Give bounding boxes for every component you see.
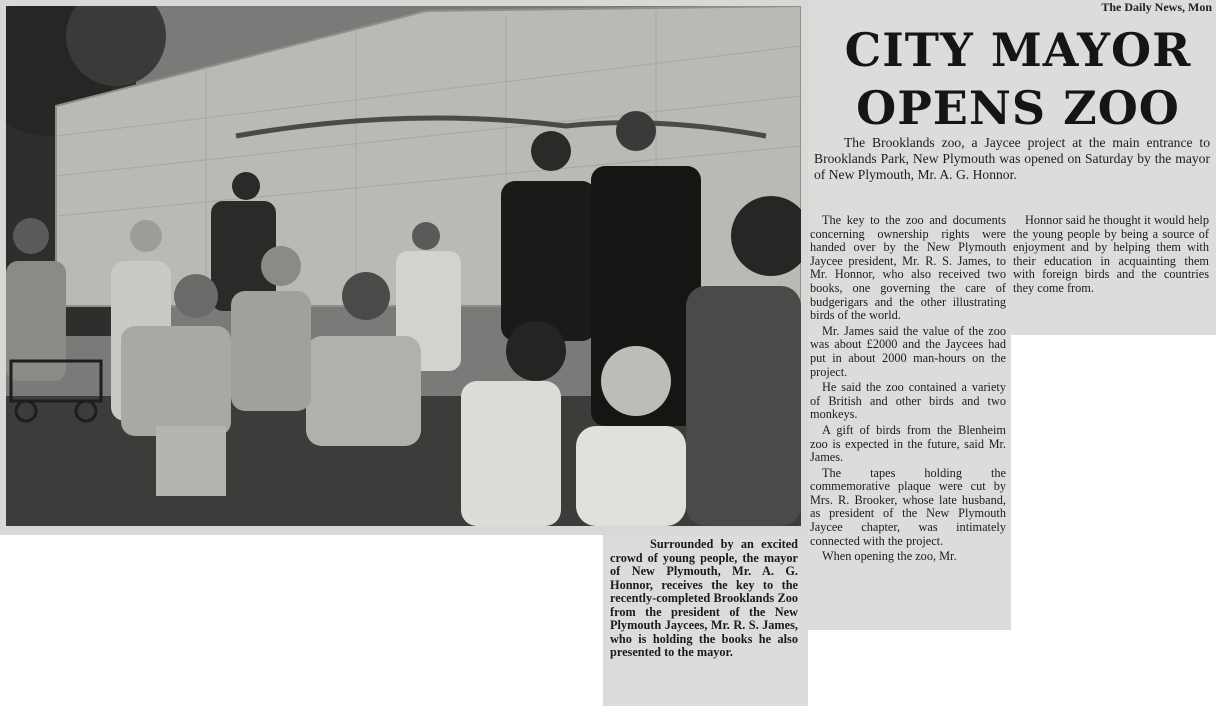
news-photo xyxy=(6,6,801,526)
photo-caption: Surrounded by an excited crowd of young people, the mayor of New Plymouth, Mr. A. G. Honnor, receives the key to the recently-completed Brooklands Zoo from the president of the New Plymouth Jaycees, Mr. R. S. James, who is holding the books he also presented to the mayor. xyxy=(610,537,798,659)
headline-line-1: CITY MAYOR xyxy=(844,23,1192,77)
column-1-paragraph: When opening the zoo, Mr. xyxy=(822,549,957,564)
article-column-1 xyxy=(810,214,1006,566)
headline-line-2: OPENS ZOO xyxy=(856,81,1180,135)
column-1-paragraph: He said the zoo contained a variety of British and other birds and two monkeys. xyxy=(810,380,1006,422)
lead-paragraph: The Brooklands zoo, a Jaycee project at the main entrance to Brooklands Park, New Plymouth was opened on Saturday by the mayor of New Plymouth, Mr. A. G. Honnor. xyxy=(814,135,1210,182)
column-2-paragraph: Honnor said he thought it would help the young people by being a source of enjoyment and by helping them with their education in acquainting them with foreign birds and the countries they come from. xyxy=(1013,213,1209,295)
column-1-paragraph: A gift of birds from the Blenheim zoo is expected in the future, said Mr. James. xyxy=(810,422,1006,465)
column-1-paragraph: The tapes holding the commemorative plaque were cut by Mrs. R. Brooker, whose late husband, as president of the New Plymouth Jaycee chapter, was intimately connected with the project. xyxy=(810,465,1006,548)
article-column-2 xyxy=(1013,214,1209,298)
column-1-paragraph: The key to the zoo and documents concerning ownership rights were handed over by the New Plymouth Jaycee president, Mr. R. S. James, to Mr. Honnor, who also received two books, one governing the care of budgerigars and the other illustrating birds of the world. xyxy=(810,213,1006,323)
column-1-paragraph: Mr. James said the value of the zoo was about £2000 and the Jaycees had put in about 2000 man-hours on the project. xyxy=(810,323,1006,379)
running-head: The Daily News, Mon xyxy=(1101,0,1212,14)
